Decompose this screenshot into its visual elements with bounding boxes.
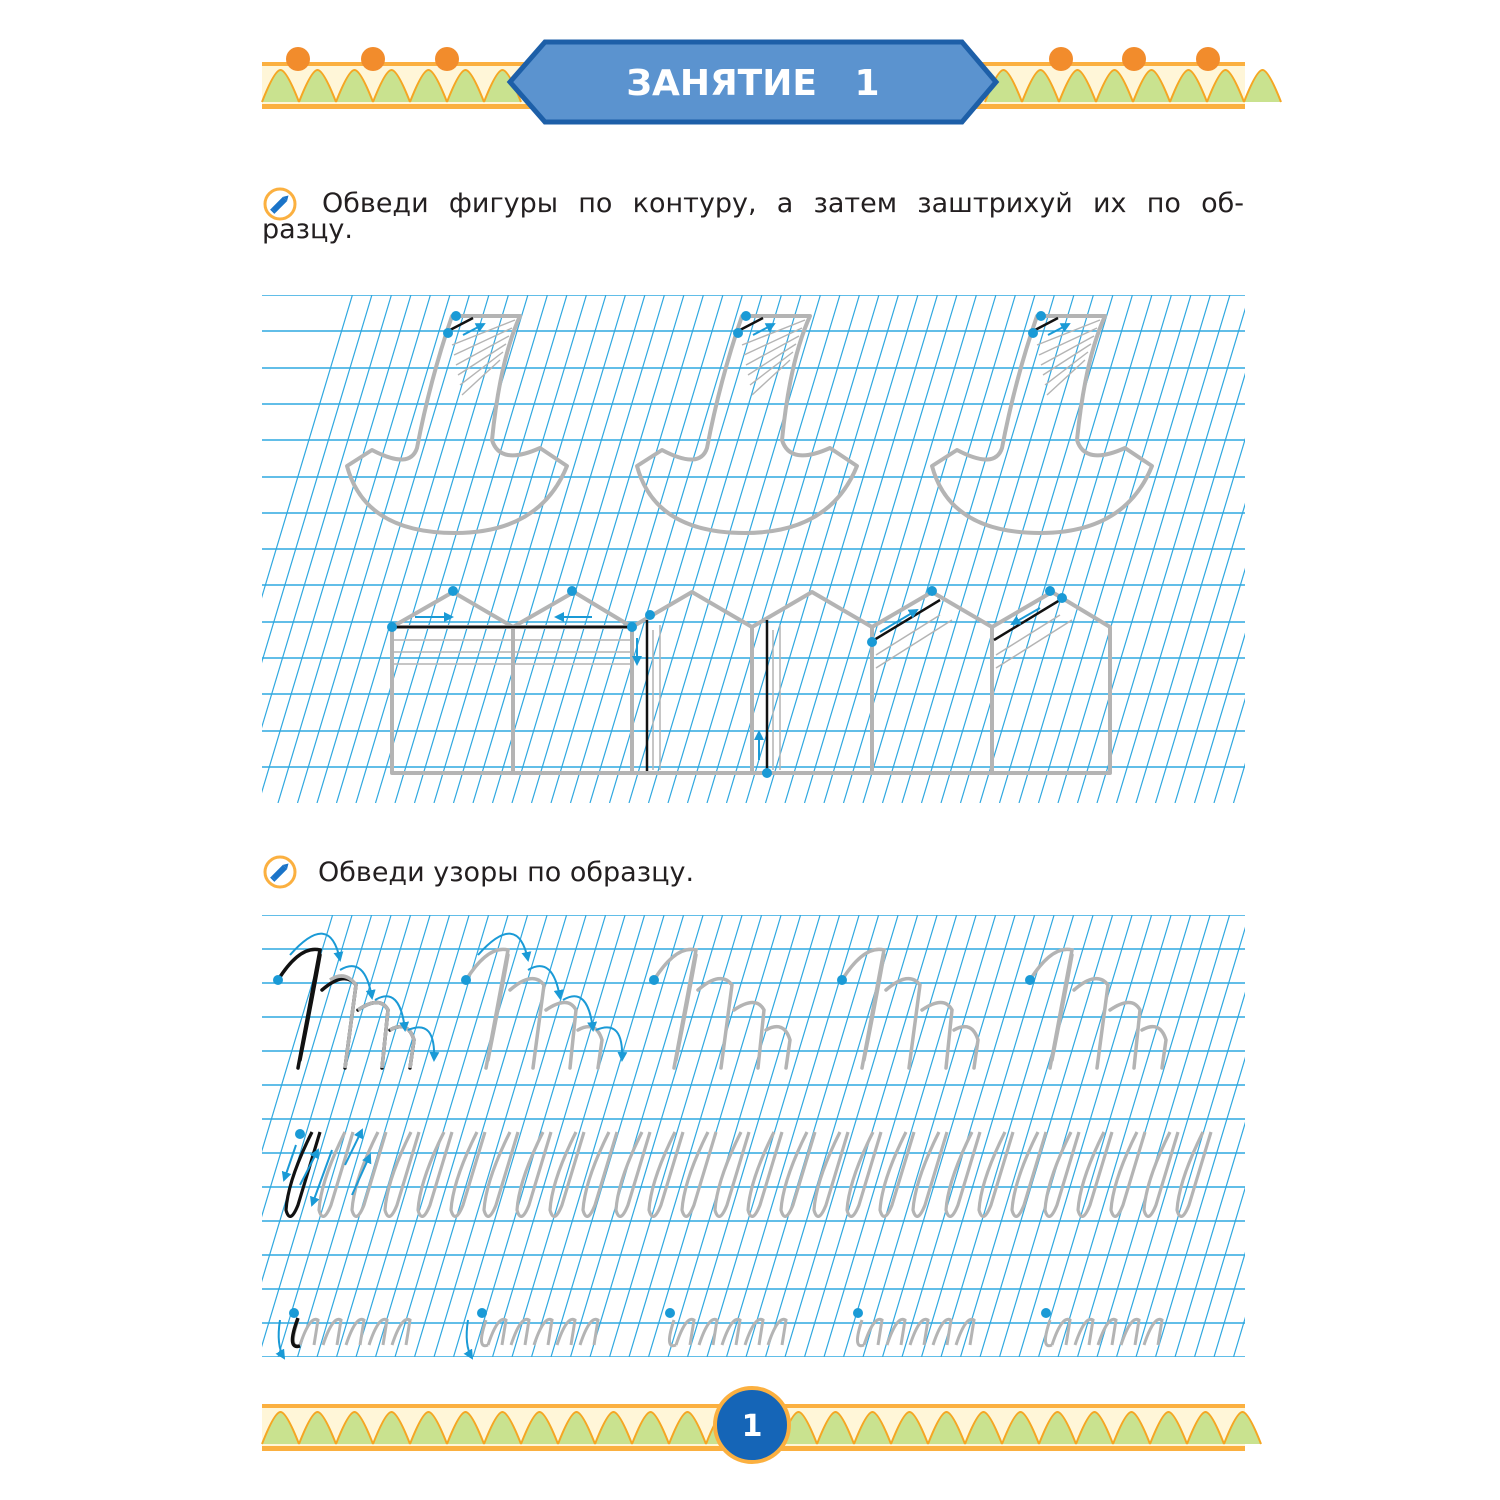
pattern-loop — [682, 1132, 716, 1216]
pattern-loop — [517, 1132, 551, 1216]
house-shapes — [392, 592, 1110, 773]
slant-line — [941, 915, 1074, 1357]
page-number: 1 — [741, 1409, 763, 1444]
slant-line — [1253, 915, 1386, 1357]
pattern-wave — [853, 1308, 974, 1346]
pattern-loop — [583, 1132, 617, 1216]
slant-line — [1195, 915, 1328, 1357]
ruled-grid-bottom — [200, 915, 1444, 1357]
slant-line — [1312, 915, 1445, 1357]
pencil-icon — [262, 854, 298, 890]
pattern-loop — [781, 1132, 815, 1216]
instruction-line-1: Обведи фигуры по контуру, а затем заштрихуй их по об- — [322, 188, 1244, 219]
slant-line — [1234, 915, 1367, 1357]
slant-line — [863, 915, 996, 1357]
instruction-text: Обведи узоры по образцу. — [318, 857, 695, 888]
pattern-wave — [665, 1308, 786, 1346]
hook-shape — [347, 311, 567, 533]
slant-line — [415, 915, 548, 1357]
slant-line — [1292, 295, 1444, 803]
hook-shape — [932, 311, 1152, 533]
pattern-loop — [418, 1132, 452, 1216]
slant-line — [1253, 295, 1405, 803]
slant-line — [434, 915, 567, 1357]
slant-line — [1214, 915, 1347, 1357]
slant-line — [493, 915, 626, 1357]
page-title: ЗАНЯТИЕ 1 — [626, 63, 880, 104]
pattern-loop — [946, 1132, 980, 1216]
pattern-m — [461, 934, 622, 1068]
pattern-loop — [847, 1132, 881, 1216]
slant-line — [610, 915, 743, 1357]
pattern-loop — [1012, 1132, 1046, 1216]
pattern-loop — [1111, 1132, 1145, 1216]
instruction-line-2: разцу. — [262, 214, 353, 245]
hook-shapes — [347, 311, 1152, 533]
slant-line — [1175, 915, 1308, 1357]
slant-line — [1273, 295, 1425, 803]
slant-line — [1273, 915, 1406, 1357]
footer-ornament — [0, 1380, 1500, 1500]
slant-line — [1292, 915, 1425, 1357]
slant-line — [1234, 295, 1386, 803]
slant-line — [1312, 295, 1464, 803]
ruled-grid-top — [200, 295, 1464, 803]
slant-line — [512, 915, 645, 1357]
pattern-wave — [279, 1308, 410, 1358]
pattern-loop — [352, 1132, 386, 1216]
slant-line — [844, 915, 977, 1357]
